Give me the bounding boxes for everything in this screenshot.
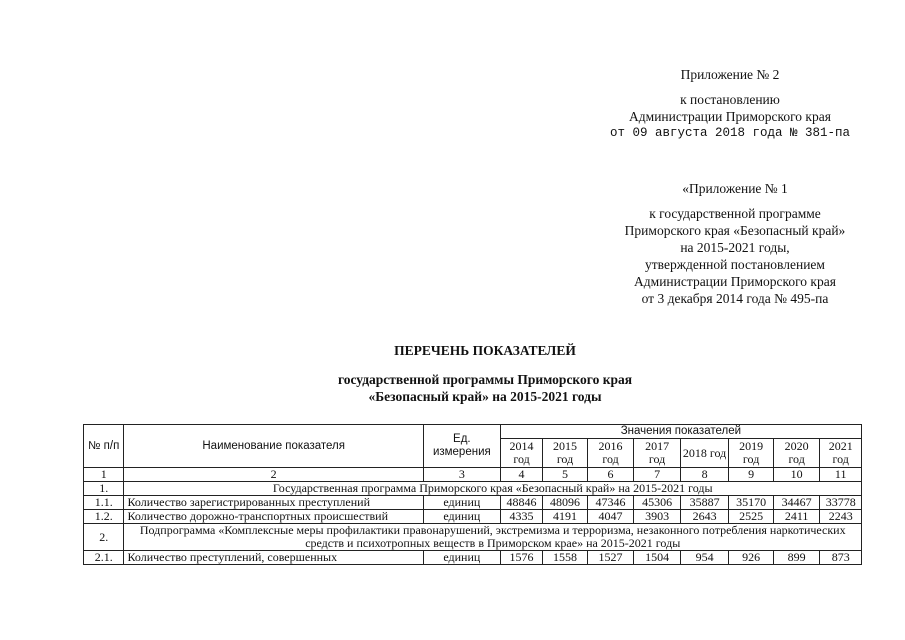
indicators-table xyxy=(83,424,862,565)
header-year: 2019 год xyxy=(729,439,774,468)
header-year: 2017 год xyxy=(634,439,681,468)
column-number: 9 xyxy=(729,468,774,482)
appendix-1-date: от 3 декабря 2014 года № 495-па xyxy=(641,291,829,306)
header-year: 2021 год xyxy=(820,439,862,468)
column-numbers-row xyxy=(84,468,862,482)
indicator-value: 1558 xyxy=(543,551,588,565)
indicator-value: 2525 xyxy=(729,510,774,524)
indicator-value: 35170 xyxy=(729,496,774,510)
table-header-row xyxy=(84,425,862,439)
header-unit: Ед. измерения xyxy=(423,425,500,468)
appendix-1-line: на 2015-2021 годы, xyxy=(680,240,790,255)
column-number: 1 xyxy=(84,468,124,482)
appendix-1-line: Администрации Приморского края xyxy=(634,274,836,289)
appendix-1-line: Приморского края «Безопасный край» xyxy=(624,223,846,238)
indicator-value: 873 xyxy=(820,551,862,565)
appendix-2-line: Администрации Приморского края xyxy=(629,109,831,124)
row-number: 1.2. xyxy=(84,510,124,524)
column-number: 5 xyxy=(543,468,588,482)
indicator-name: Количество зарегистрированных преступлений xyxy=(124,496,423,510)
indicator-value: 48096 xyxy=(543,496,588,510)
indicator-value: 954 xyxy=(680,551,729,565)
row-number: 1. xyxy=(84,482,124,496)
header-year: 2020 год xyxy=(773,439,820,468)
appendix-2-line: к постановлению xyxy=(680,92,780,107)
indicator-value: 2411 xyxy=(773,510,820,524)
program-title-cell: Государственная программа Приморского края «Безопасный край» на 2015-2021 годы xyxy=(124,482,862,496)
indicator-value: 2643 xyxy=(680,510,729,524)
column-number: 2 xyxy=(124,468,423,482)
indicator-value: 35887 xyxy=(680,496,729,510)
header-indicator-name: Наименование показателя xyxy=(124,425,423,468)
appendix-1-block xyxy=(590,180,880,307)
document-subtitle xyxy=(200,371,770,405)
appendix-1-title: «Приложение № 1 xyxy=(682,181,788,196)
column-number: 10 xyxy=(773,468,820,482)
indicator-value: 899 xyxy=(773,551,820,565)
header-year: 2015 год xyxy=(543,439,588,468)
column-number: 11 xyxy=(820,468,862,482)
indicator-name: Количество преступлений, совершенных xyxy=(124,551,423,565)
appendix-1-line: к государственной программе xyxy=(649,206,821,221)
table-row-program xyxy=(84,482,862,496)
table-row xyxy=(84,510,862,524)
appendix-2-date: от 09 августа 2018 года № 381-па xyxy=(609,126,851,140)
subtitle-line-2: «Безопасный край» на 2015-2021 годы xyxy=(368,389,602,404)
subprogram-title-cell: Подпрограмма «Комплексные меры профилактики правонарушений, экстремизма и терроризма, незаконного потребления наркотических средств и психотропных веществ в Приморском крае» на 2015-2021 годы xyxy=(124,524,862,551)
column-number: 8 xyxy=(680,468,729,482)
row-number: 2. xyxy=(84,524,124,551)
indicator-name: Количество дорожно-транспортных происшествий xyxy=(124,510,423,524)
table-row xyxy=(84,496,862,510)
header-year: 2014 год xyxy=(500,439,542,468)
column-number: 7 xyxy=(634,468,681,482)
row-number: 1.1. xyxy=(84,496,124,510)
indicator-value: 34467 xyxy=(773,496,820,510)
appendix-2-block xyxy=(600,66,860,142)
indicator-value: 4335 xyxy=(500,510,542,524)
column-number: 4 xyxy=(500,468,542,482)
header-values: Значения показателей xyxy=(500,425,861,439)
indicator-value: 926 xyxy=(729,551,774,565)
header-number: № п/п xyxy=(84,425,124,468)
indicator-unit: единиц xyxy=(423,496,500,510)
indicator-unit: единиц xyxy=(423,551,500,565)
indicator-value: 1576 xyxy=(500,551,542,565)
indicator-value: 33778 xyxy=(820,496,862,510)
indicator-value: 3903 xyxy=(634,510,681,524)
indicator-value: 47346 xyxy=(587,496,634,510)
indicator-value: 45306 xyxy=(634,496,681,510)
row-number: 2.1. xyxy=(84,551,124,565)
column-number: 3 xyxy=(423,468,500,482)
column-number: 6 xyxy=(587,468,634,482)
indicator-value: 48846 xyxy=(500,496,542,510)
document-title: ПЕРЕЧЕНЬ ПОКАЗАТЕЛЕЙ xyxy=(394,343,576,358)
indicator-unit: единиц xyxy=(423,510,500,524)
indicator-value: 4047 xyxy=(587,510,634,524)
subtitle-line-1: государственной программы Приморского края xyxy=(337,372,633,387)
header-year: 2016 год xyxy=(587,439,634,468)
indicator-value: 1504 xyxy=(634,551,681,565)
indicator-value: 4191 xyxy=(543,510,588,524)
indicator-value: 2243 xyxy=(820,510,862,524)
table-row xyxy=(84,551,862,565)
indicator-value: 1527 xyxy=(587,551,634,565)
appendix-2-title: Приложение № 2 xyxy=(680,67,780,82)
header-year: 2018 год xyxy=(680,439,729,468)
table-row-subprogram xyxy=(84,524,862,551)
appendix-1-line: утвержденной постановлением xyxy=(645,257,825,272)
